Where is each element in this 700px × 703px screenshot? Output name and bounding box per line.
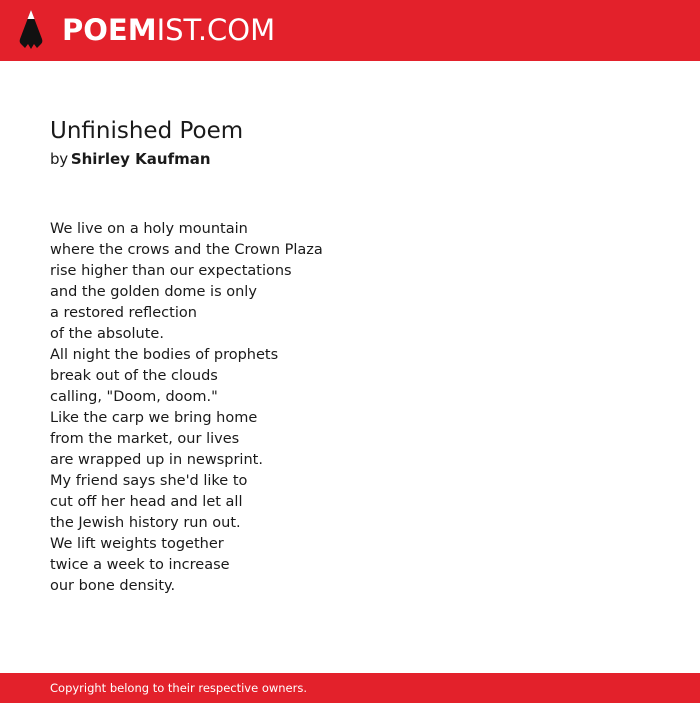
poem-line: calling, "Doom, doom." (50, 389, 218, 405)
pencil-tip-icon (18, 9, 44, 51)
poem-title: Unfinished Poem (50, 118, 244, 144)
poem-line: Like the carp we bring home (50, 410, 258, 426)
brand-light-text: IST.COM (156, 13, 276, 47)
poem-line: My friend says she'd like to (50, 473, 248, 489)
copyright-notice: Copyright belong to their respective owners. (50, 681, 308, 695)
site-brand-name (62, 9, 275, 51)
poem-body (50, 219, 323, 597)
poem-line: our bone density. (50, 578, 176, 594)
poem-line: the Jewish history run out. (50, 515, 241, 531)
poem-line: where the crows and the Crown Plaza (50, 242, 323, 258)
brand-bold-text: POEM (62, 13, 157, 47)
poem-line: All night the bodies of prophets (50, 347, 279, 363)
poem-heading (50, 115, 650, 170)
poem-line: cut off her head and let all (50, 494, 243, 510)
byline-prefix: by (50, 150, 68, 168)
site-footer (0, 673, 700, 703)
poem-line: from the market, our lives (50, 431, 240, 447)
poem-line: a restored reflection (50, 305, 197, 321)
poem-line: twice a week to increase (50, 557, 230, 573)
poem-line: are wrapped up in newsprint. (50, 452, 263, 468)
poem-line: of the absolute. (50, 326, 164, 342)
poem-author[interactable]: Shirley Kaufman (70, 150, 211, 168)
site-logo-link[interactable] (18, 9, 275, 51)
poem-line: break out of the clouds (50, 368, 218, 384)
poem-line: and the golden dome is only (50, 284, 257, 300)
site-header (0, 0, 700, 61)
poem-byline (50, 148, 650, 170)
poem-line: We lift weights together (50, 536, 224, 552)
poem-line: rise higher than our expectations (50, 263, 292, 279)
poem-line: We live on a holy mountain (50, 221, 248, 237)
